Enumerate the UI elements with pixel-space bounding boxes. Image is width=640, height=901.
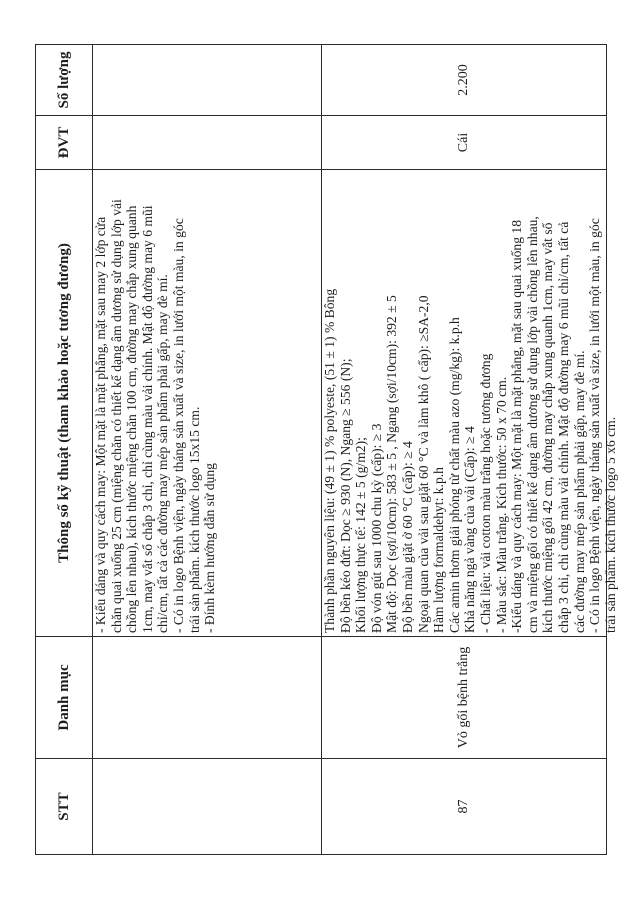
spec-line: - Có in logo Bệnh viện, ngày tháng sản xuất và size, in lưới một màu, in góc [170,218,186,633]
spec-cell [93,170,618,637]
row-spec-text [322,173,618,633]
header-spec: Thông số kỹ thuật (tham khảo hoặc tương đương) [36,170,93,637]
table-row [93,45,607,855]
spec-line: Khả năng ngả vàng của vải (Cấp): ≥ 4 [462,426,478,633]
spec-line: chỉ/cm, tất cả các đường may mép sản phẩm phải gấp, may đè mí. [155,274,171,633]
rotated-document-page [35,45,618,855]
row-stt: 87 [456,799,471,814]
spec-line: các đường may mép sản phẩm phải gấp, may đè mí. [571,350,587,633]
table-header-row [36,45,93,855]
spec-line: - Màu sắc: Màu trắng. Kích thước: 50 x 70 cm. [493,376,509,633]
header-stt: STT [36,759,93,855]
spec-line: chồng lên nhau), kích thước miệng chăn 100 cm, đường may chắp xung quanh [124,205,140,633]
prev-qty-empty [93,45,322,115]
spec-line: cm và miệng gối có thiết kế dạng âm dương sử dụng lớp vải chồng lên nhau, [524,216,540,633]
spec-line: trái sản phẩm. kích thước logo 5 x6 cm. [602,416,618,633]
row-qty: 2.200 [456,64,471,96]
spec-line: Độ bền kéo đứt: Dọc ≥ 930 (N), Ngang ≥ 556 (N); [337,358,353,633]
spec-line: chăn quai xuống 25 cm (miệng chăn có thiết kế dạng âm dương sử dụng lớp vải [108,199,124,633]
spec-line: kích thước miệng gối 42 cm, đường may chắp xung quanh 1cm, may vắt sổ [540,222,556,633]
prev-spec-text [93,173,321,633]
spec-line: Hàm lượng formaldehyt: k.p.h [431,467,447,633]
spec-line: - Chất liệu: vải cotton màu trắng hoặc tương đương [477,353,493,633]
spec-line: 1cm, may vắt sổ chắp 3 chỉ, chỉ cùng màu vải chính. Mật độ đường may 6 mũi [139,205,155,633]
spec-line: Khối lượng thực tế: 142 ± 5 (g/m2); [353,437,369,633]
spec-line: Ngoại quan của vải sau giặt 60 °C và làm khô ( cấp): ≥SA-2,0 [415,295,431,633]
spec-line: Các amin thơm giải phóng từ chất màu azo (mg/kg): k.p.h [446,317,462,633]
prev-stt-empty [93,759,322,854]
qty-cell [93,45,607,116]
prev-unit-empty [93,116,322,169]
spec-line: Độ bền màu giặt ở 60 °C (cấp): ≥ 4 [399,441,415,633]
header-unit: ĐVT [36,116,93,170]
prev-name-empty [93,637,322,758]
unit-cell [93,116,607,170]
header-qty: Số lượng [36,45,93,116]
spec-line: Mật độ: Dọc (sợi/10cm): 583 ± 5 , Ngang (sợi/10cm): 392 ± 5 [384,295,400,633]
spec-line: - Kiểu dáng và quy cách may: Một mặt là mặt phẳng, mặt sau may 2 lớp cửa [93,216,108,633]
specification-table [35,44,618,855]
spec-line: - Có in logo Bệnh viện, ngày tháng sản xuất và size, in lưới một màu, in góc [587,218,603,633]
spec-line: chắp 3 chỉ, chỉ cùng màu vải chính. Mật độ đường may 6 mũi chỉ/cm, tất cả [555,221,571,633]
spec-line: - Đính kèm hướng dẫn sử dụng [202,463,218,633]
row-name: Vỏ gối bệnh trắng [456,646,471,749]
spec-line: trái sản phẩm. kích thước logo 15x15 cm. [186,406,202,633]
header-name: Danh mục [36,637,93,759]
spec-line: -Kiểu dáng và quy cách may: Một mặt là mặt phẳng, mặt sau quai xuống 18 [509,220,525,633]
stt-cell [93,759,607,855]
name-cell [93,637,607,759]
row-unit: Cái [456,132,471,153]
spec-line: Độ vón gút sau 1000 chu kỳ (cấp): ≥ 3 [368,423,384,633]
spec-line: Thành phần nguyên liệu: (49 ± 1) % polyeste, (51 ± 1) % Bông [322,288,337,633]
